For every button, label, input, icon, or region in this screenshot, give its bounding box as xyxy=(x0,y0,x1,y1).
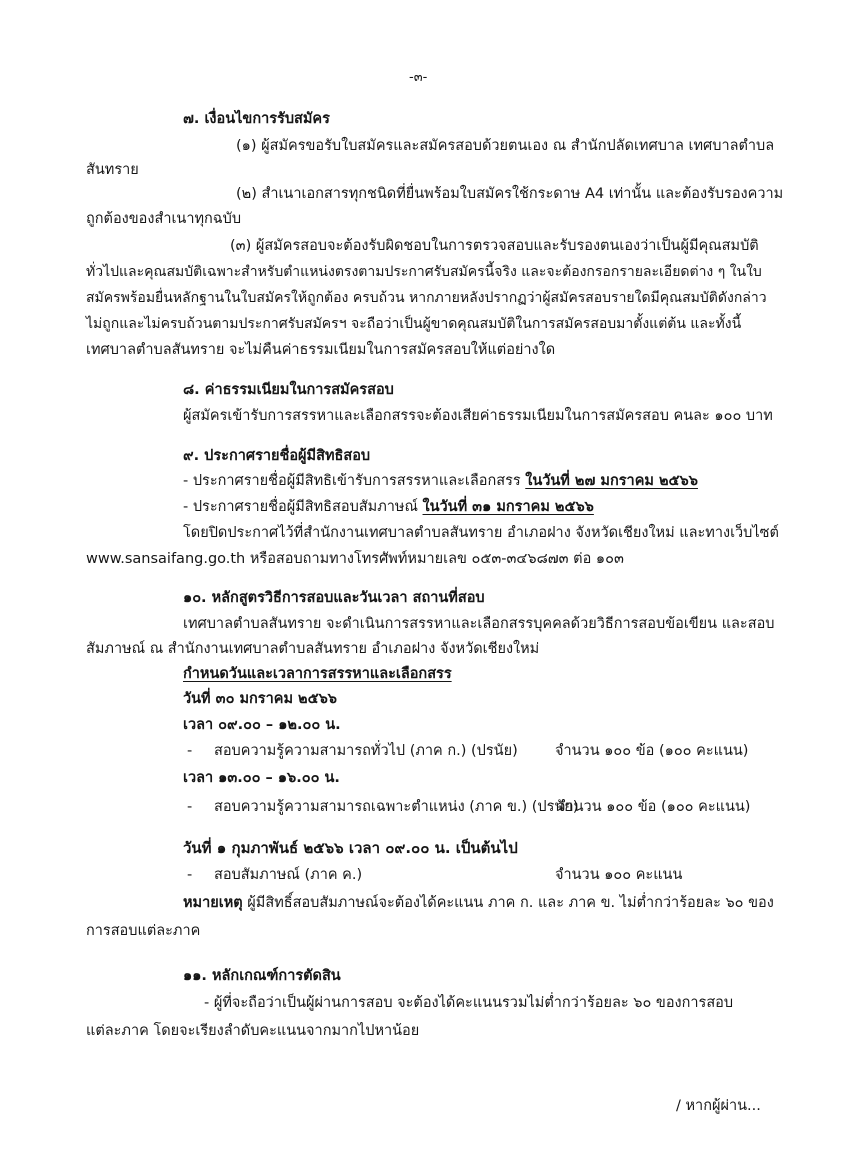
page-number: -๓- xyxy=(409,70,428,85)
section-7-item-3-line-5: เทศบาลตำบลสันทราย จะไม่คืนค่าธรรมเนียมในการสมัครสอบให้แต่อย่างใด xyxy=(86,342,556,358)
exam-day-2: วันที่ ๑ กุมภาพันธ์ ๒๕๖๖ เวลา ๐๙.๐๐ น. เป็นต้นไป xyxy=(183,839,518,857)
bullet: - xyxy=(187,743,193,759)
announce-interview-date: ในวันที่ ๓๑ มกราคม ๒๕๖๖ xyxy=(422,499,594,515)
schedule-title: กำหนดวันและเวลาการสรรหาและเลือกสรร xyxy=(183,666,452,682)
morning-session-time: เวลา ๐๙.๐๐ – ๑๒.๐๐ น. xyxy=(183,717,341,733)
section-9-heading: ๙. ประกาศรายชื่อผู้มีสิทธิสอบ xyxy=(183,448,371,464)
note-label: หมายเหตุ xyxy=(183,895,243,911)
bullet: - xyxy=(187,867,193,883)
announce-interview-text: - ประกาศรายชื่อผู้มีสิทธิสอบสัมภาษณ์ xyxy=(183,499,423,515)
announce-interview-line xyxy=(183,497,594,517)
exam-position-knowledge: สอบความรู้ความสามารถเฉพาะตำแหน่ง (ภาค ข.) (ปรนัย) xyxy=(214,799,579,815)
bullet: - xyxy=(187,799,193,815)
section-8-heading: ๘. ค่าธรรมเนียมในการสมัครสอบ xyxy=(183,382,394,398)
section-7-item-2-cont: ถูกต้องของสำเนาทุกฉบับ xyxy=(86,211,242,227)
note-text: ผู้มีสิทธิ์สอบสัมภาษณ์จะต้องได้คะแนน ภาค ก. และ ภาค ข. ไม่ต่ำกว่าร้อยละ ๖๐ ของ xyxy=(242,895,774,911)
note-line xyxy=(183,893,774,913)
section-7-item-3-line-3: สมัครพร้อมยื่นหลักฐานในใบสมัครให้ถูกต้อง ครบถ้วน หากภายหลังปรากฏว่าผู้สมัครสอบรายใดมีคุณสมบัติดังกล่าว xyxy=(86,290,767,306)
section-10-heading: ๑๐. หลักสูตรวิธีการสอบและวันเวลา สถานที่สอบ xyxy=(183,590,485,606)
announce-candidates-date: ในวันที่ ๒๗ มกราคม ๒๕๖๖ xyxy=(525,473,698,489)
section-11-text-2: แต่ละภาค โดยจะเรียงลำดับคะแนนจากมากไปหาน้อย xyxy=(86,1023,420,1039)
section-7-item-1: (๑) ผู้สมัครขอรับใบสมัครและสมัครสอบด้วยตนเอง ณ สำนักปลัดเทศบาล เทศบาลตำบล xyxy=(236,138,775,154)
section-11-text-1: - ผู้ที่จะถือว่าเป็นผู้ผ่านการสอบ จะต้องได้คะแนนรวมไม่ต่ำกว่าร้อยละ ๖๐ ของการสอบ xyxy=(204,995,734,1011)
section-10-text-1: เทศบาลตำบลสันทราย จะดำเนินการสรรหาและเลือกสรรบุคคลด้วยวิธีการสอบข้อเขียน และสอบ xyxy=(183,616,775,632)
section-7-item-3-line-2: ทั่วไปและคุณสมบัติเฉพาะสำหรับตำแหน่งตรงตามประกาศรับสมัครนี้จริง และจะต้องกรอกรายละเอียดต่าง ๆ ในใบ xyxy=(86,264,762,280)
section-7-item-3-line-4: ไม่ถูกและไม่ครบถ้วนตามประกาศรับสมัครฯ จะถือว่าเป็นผู้ขาดคุณสมบัติในการสมัครสอบมาตั้งแต่ต้น และทั้งนี้ xyxy=(86,316,742,332)
section-8-text: ผู้สมัครเข้ารับการสรรหาและเลือกสรรจะต้องเสียค่าธรรมเนียมในการสมัครสอบ คนละ ๑๐๐ บาท xyxy=(183,408,773,424)
section-7-item-2: (๒) สำเนาเอกสารทุกชนิดที่ยื่นพร้อมใบสมัครใช้กระดาษ A4 เท่านั้น และต้องรับรองความ xyxy=(236,186,784,202)
continuation-marker: / หากผู้ผ่าน... xyxy=(676,1098,761,1114)
exam-general-knowledge-amount: จำนวน ๑๐๐ ข้อ (๑๐๐ คะแนน) xyxy=(555,743,749,759)
exam-day-1: วันที่ ๓๐ มกราคม ๒๕๖๖ xyxy=(183,691,337,707)
section-9-posting-info: โดยปิดประกาศไว้ที่สำนักงานเทศบาลตำบลสันทราย อำเภอฝาง จังหวัดเชียงใหม่ และทางเว็บไซต์ xyxy=(183,525,779,541)
section-7-item-3: (๓) ผู้สมัครสอบจะต้องรับผิดชอบในการตรวจสอบและรับรองตนเองว่าเป็นผู้มีคุณสมบัติ xyxy=(230,238,759,254)
afternoon-session-time: เวลา ๑๓.๐๐ – ๑๖.๐๐ น. xyxy=(183,770,340,786)
section-11-heading: ๑๑. หลักเกณฑ์การตัดสิน xyxy=(183,968,341,984)
section-7-heading: ๗. เงื่อนไขการรับสมัคร xyxy=(183,111,330,127)
announce-candidates-text: - ประกาศรายชื่อผู้มีสิทธิเข้ารับการสรรหาและเลือกสรร xyxy=(183,473,526,489)
exam-interview: สอบสัมภาษณ์ (ภาค ค.) xyxy=(214,867,363,883)
announce-candidates-line xyxy=(183,471,698,491)
section-9-contact-info: www.sansaifang.go.th หรือสอบถามทางโทรศัพท์หมายเลข ๐๕๓-๓๔๖๘๗๓ ต่อ ๑๐๓ xyxy=(86,551,624,567)
exam-interview-amount: จำนวน ๑๐๐ คะแนน xyxy=(555,867,683,883)
exam-general-knowledge: สอบความรู้ความสามารถทั่วไป (ภาค ก.) (ปรนัย) xyxy=(214,743,518,759)
exam-position-knowledge-amount: จำนวน ๑๐๐ ข้อ (๑๐๐ คะแนน) xyxy=(557,799,751,815)
note-text-cont: การสอบแต่ละภาค xyxy=(86,923,201,939)
section-10-text-2: สัมภาษณ์ ณ สำนักงานเทศบาลตำบลสันทราย อำเภอฝาง จังหวัดเชียงใหม่ xyxy=(86,641,540,657)
section-7-item-1-cont: สันทราย xyxy=(86,162,139,178)
